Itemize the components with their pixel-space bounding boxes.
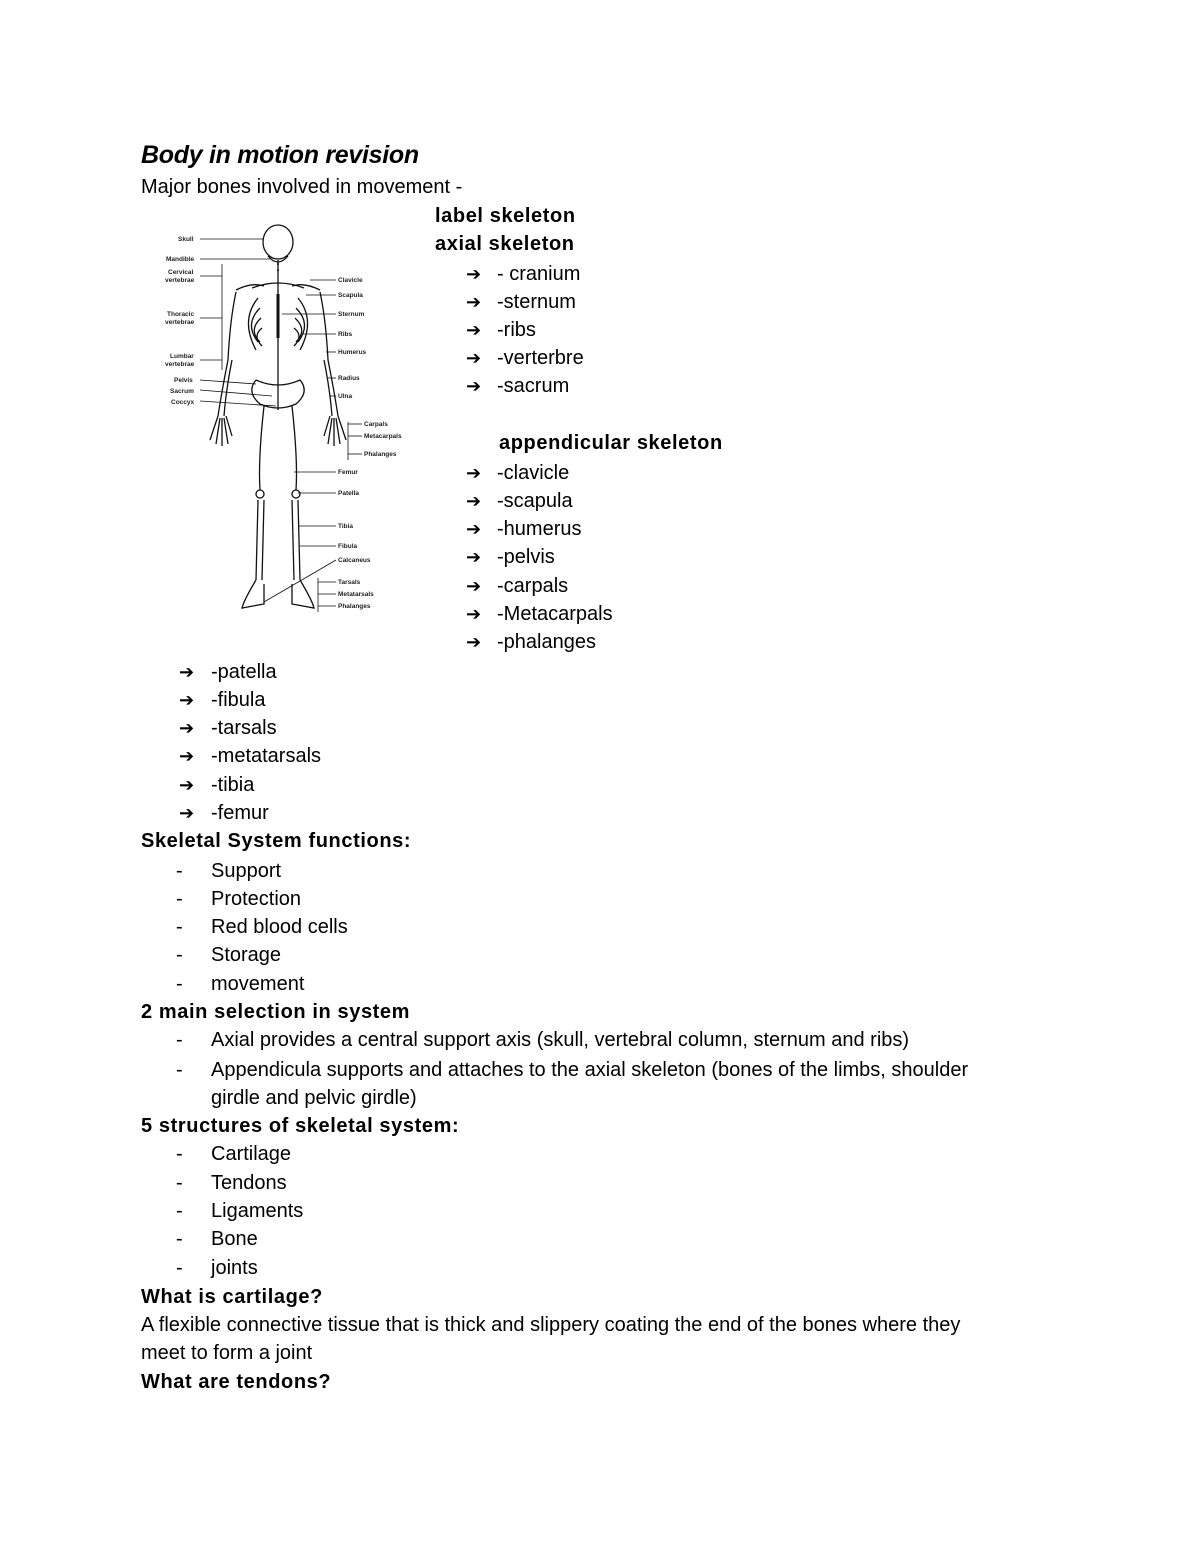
arrow-bullet-icon: ➔ [179, 746, 195, 766]
arrow-bullet-icon: ➔ [466, 348, 482, 368]
arrow-bullet-icon: ➔ [179, 803, 195, 823]
skeleton-label: Skull [178, 236, 194, 243]
dash-bullet-icon: - [176, 888, 183, 910]
arrow-bullet-icon: ➔ [179, 662, 195, 682]
arrow-bullet-icon: ➔ [466, 576, 482, 596]
skeleton-label: Calcaneus [338, 557, 371, 564]
dash-bullet-icon: - [176, 973, 183, 995]
appendicular-item: -scapula [497, 490, 573, 512]
skeleton-label: Clavicle [338, 277, 363, 284]
axial-item: -sacrum [497, 375, 570, 397]
bone-item: -tibia [211, 774, 255, 796]
arrow-bullet-icon: ➔ [466, 376, 482, 396]
skeleton-label: Coccyx [171, 399, 195, 406]
skeleton-label: vertebrae [165, 361, 195, 368]
function-item: Storage [211, 944, 282, 966]
dash-bullet-icon: - [176, 1228, 183, 1250]
skeleton-label: Sacrum [170, 388, 194, 395]
tendons-heading: What are tendons? [141, 1371, 332, 1393]
skeleton-label: Thoracic [167, 311, 195, 318]
arrow-bullet-icon: ➔ [466, 632, 482, 652]
cartilage-heading: What is cartilage? [141, 1286, 323, 1308]
section-item: Axial provides a central support axis (skull, vertebral column, sternum and ribs) [211, 1029, 910, 1051]
skeleton-label: Fibula [338, 543, 358, 550]
axial-item: -ribs [497, 319, 536, 341]
cartilage-text: meet to form a joint [141, 1342, 313, 1364]
arrow-bullet-icon: ➔ [466, 491, 482, 511]
appendicular-heading: appendicular skeleton [499, 432, 723, 454]
cartilage-text: A flexible connective tissue that is thick and slippery coating the end of the bones where they [141, 1314, 961, 1336]
skeleton-label: Phalanges [338, 603, 371, 610]
dash-bullet-icon: - [176, 1172, 183, 1194]
document-title: Body in motion revision [141, 141, 419, 169]
appendicular-item: -phalanges [497, 631, 596, 653]
skeleton-label: Mandible [166, 256, 195, 263]
skeleton-label: Pelvis [174, 377, 193, 384]
bone-item: -metatarsals [211, 745, 322, 767]
dash-bullet-icon: - [176, 944, 183, 966]
skeleton-label: Femur [338, 469, 358, 476]
arrow-bullet-icon: ➔ [466, 519, 482, 539]
structure-item: Cartilage [211, 1143, 292, 1165]
bone-item: -femur [211, 802, 269, 824]
dash-bullet-icon: - [176, 1029, 183, 1051]
skeleton-label: Carpals [364, 421, 388, 428]
appendicular-item: -Metacarpals [497, 603, 613, 625]
label-skeleton-heading: label skeleton [435, 205, 576, 227]
skeleton-label: Scapula [338, 292, 363, 299]
dash-bullet-icon: - [176, 1143, 183, 1165]
document-subtitle: Major bones involved in movement - [141, 176, 463, 198]
axial-heading: axial skeleton [435, 233, 575, 255]
axial-item: -sternum [497, 291, 576, 313]
structure-item: Ligaments [211, 1200, 304, 1222]
structure-item: joints [211, 1257, 258, 1279]
skeleton-label: Tibia [338, 523, 354, 530]
skeleton-label: Tarsals [338, 579, 361, 586]
appendicular-item: -clavicle [497, 462, 570, 484]
appendicular-item: -carpals [497, 575, 569, 597]
skeleton-label: Lumbar [170, 353, 194, 360]
arrow-bullet-icon: ➔ [466, 547, 482, 567]
skeleton-label: Ribs [338, 331, 353, 338]
dash-bullet-icon: - [176, 1059, 183, 1081]
function-item: Red blood cells [211, 916, 348, 938]
arrow-bullet-icon: ➔ [179, 690, 195, 710]
arrow-bullet-icon: ➔ [179, 718, 195, 738]
section-item: Appendicula supports and attaches to the axial skeleton (bones of the limbs, shoulder [211, 1059, 969, 1081]
skeleton-label: Ulna [338, 393, 353, 400]
appendicular-item: -pelvis [497, 546, 555, 568]
skeleton-diagram [160, 220, 420, 620]
skeleton-label: vertebrae [165, 277, 195, 284]
structures-heading: 5 structures of skeletal system: [141, 1115, 460, 1137]
dash-bullet-icon: - [176, 1200, 183, 1222]
skeleton-label: vertebrae [165, 319, 195, 326]
skeleton-label: Patella [338, 490, 359, 497]
dash-bullet-icon: - [176, 916, 183, 938]
arrow-bullet-icon: ➔ [466, 463, 482, 483]
sections-heading: 2 main selection in system [141, 1001, 411, 1023]
axial-item: - cranium [497, 263, 581, 285]
skeleton-label: Humerus [338, 349, 367, 356]
function-item: movement [211, 973, 305, 995]
structure-item: Bone [211, 1228, 258, 1250]
axial-item: -verterbre [497, 347, 584, 369]
skeleton-label: Sternum [338, 311, 365, 318]
function-item: Protection [211, 888, 302, 910]
dash-bullet-icon: - [176, 860, 183, 882]
structure-item: Tendons [211, 1172, 287, 1194]
arrow-bullet-icon: ➔ [466, 320, 482, 340]
skeleton-label: Metacarpals [364, 433, 402, 440]
function-item: Support [211, 860, 282, 882]
dash-bullet-icon: - [176, 1257, 183, 1279]
functions-heading: Skeletal System functions: [141, 830, 412, 852]
arrow-bullet-icon: ➔ [466, 604, 482, 624]
arrow-bullet-icon: ➔ [179, 775, 195, 795]
arrow-bullet-icon: ➔ [466, 264, 482, 284]
skeleton-label: Cervical [168, 269, 194, 276]
arrow-bullet-icon: ➔ [466, 292, 482, 312]
section-item-continued: girdle and pelvic girdle) [211, 1087, 417, 1109]
bone-item: -patella [211, 661, 277, 683]
skeleton-label: Phalanges [364, 451, 397, 458]
appendicular-item: -humerus [497, 518, 582, 540]
bone-item: -tarsals [211, 717, 277, 739]
skeleton-label: Metatarsals [338, 591, 374, 598]
bone-item: -fibula [211, 689, 266, 711]
skeleton-label: Radius [338, 375, 360, 382]
